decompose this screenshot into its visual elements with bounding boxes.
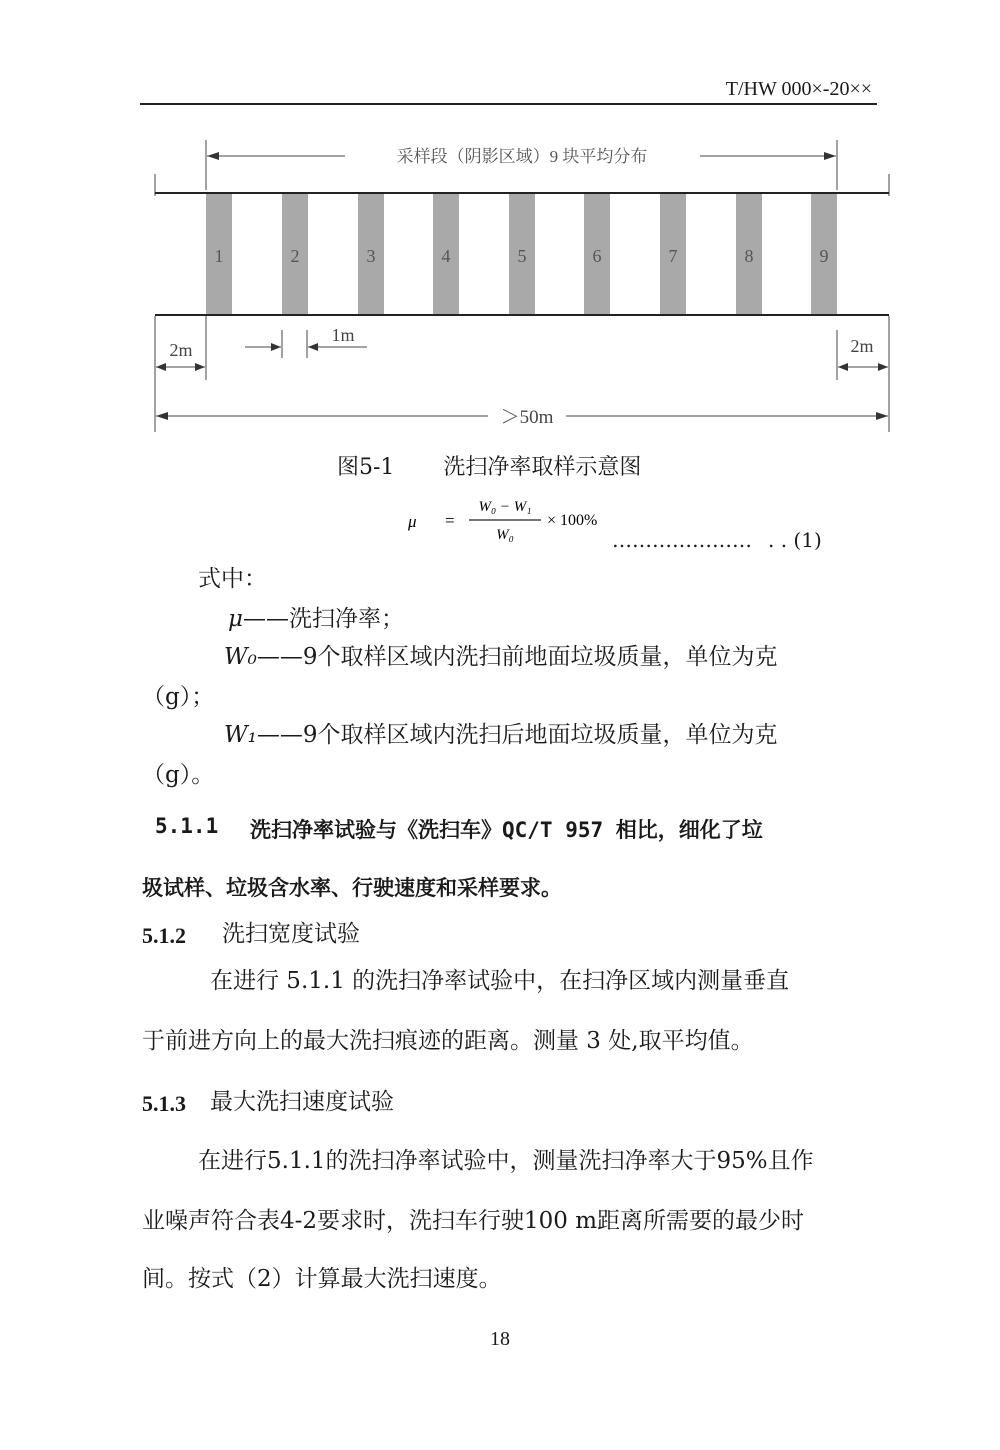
formula-graphic: [405, 495, 615, 547]
top-label: 采样段（阴影区域）9 块平均分布: [396, 147, 648, 166]
section-5-1-1-line1: 洗扫净率试验与《洗扫车》QC/T 957 相比，细化了垃: [250, 818, 763, 842]
dim-2m-left-arrow-a: [156, 363, 166, 371]
def-w0-unit: （g）；: [142, 684, 215, 710]
total-arrow-left: [156, 412, 168, 420]
sampling-block-label: 1: [214, 246, 224, 266]
where-label: 式中：: [198, 566, 267, 592]
dim-1m-label: 1m: [331, 325, 355, 345]
section-5-1-2-para-line2: 于前进方向上的最大洗扫痕迹的距离。测量 3 处,取平均值。: [142, 1028, 754, 1054]
top-arrow-left: [207, 152, 219, 160]
section-5-1-2-para-line1: 在进行 5.1.1 的洗扫净率试验中，在扫净区域内测量垂直: [210, 968, 790, 994]
total-arrow-right: [876, 412, 888, 420]
sampling-block-label: 3: [366, 246, 376, 266]
sampling-blocks: [206, 194, 837, 314]
formula-1: [405, 495, 615, 551]
formula-mu: μ: [408, 512, 417, 531]
sampling-block-label: 7: [668, 246, 678, 266]
def-w0: [224, 644, 778, 672]
top-arrow-right: [824, 152, 836, 160]
sampling-block-label: 8: [744, 246, 754, 266]
section-5-1-2-number: 5.1.2: [142, 923, 186, 948]
formula-dots: …………………: [612, 528, 752, 552]
symbol-w1: W₁: [224, 722, 257, 748]
section-5-1-3-para-line1: 在进行5.1.1的洗扫净率试验中，测量洗扫净率大于95%且作: [198, 1148, 814, 1174]
gap-arrow-a: [271, 343, 281, 351]
section-5-1-3-title: 最大洗扫速度试验: [210, 1089, 394, 1115]
sampling-block-label: 4: [441, 246, 451, 266]
def-w1-text: ——9个取样区域内洗扫后地面垃圾质量，单位为克: [256, 722, 778, 748]
section-5-1-1-line2: 圾试样、垃圾含水率、行驶速度和采样要求。: [142, 876, 562, 900]
def-w1-unit: （g）。: [142, 762, 215, 788]
section-5-1-3-number: 5.1.3: [142, 1091, 186, 1116]
figure-caption: 图5-1 洗扫净率取样示意图: [337, 455, 642, 480]
sampling-block-label: 2: [290, 246, 300, 266]
def-w1: [224, 722, 778, 750]
section-5-1-3-para-line2: 业噪声符合表4-2要求时，洗扫车行驶100 m距离所需要的最少时: [142, 1208, 805, 1234]
symbol-mu: μ: [228, 606, 243, 632]
def-w0-text: ——9个取样区域内洗扫前地面垃圾质量，单位为克: [256, 644, 778, 670]
dim-2m-right-arrow-a: [838, 363, 848, 371]
dim-total-label: ＞50m: [500, 407, 554, 428]
dim-2m-left-label: 2m: [169, 340, 193, 360]
sampling-diagram: [0, 0, 1000, 445]
gap-arrow-b: [308, 343, 318, 351]
dim-2m-right-arrow-b: [878, 363, 888, 371]
section-5-1-2-title: 洗扫宽度试验: [222, 921, 360, 947]
dim-2m-left-arrow-b: [195, 363, 205, 371]
page-number: 18: [490, 1328, 510, 1350]
formula-equals: =: [445, 511, 455, 530]
sampling-block-label: 6: [592, 246, 602, 266]
symbol-w0: W₀: [224, 644, 257, 670]
document-code: T/HW 000×-20××: [725, 78, 872, 100]
formula-times: × 100%: [547, 512, 598, 529]
formula-denominator: W₀: [496, 527, 514, 543]
def-mu-text: ——洗扫净率；: [242, 606, 404, 632]
formula-numerator: W₀ − W₁: [478, 499, 532, 515]
def-mu: [228, 606, 404, 634]
sampling-block-label: 9: [819, 246, 829, 266]
sampling-block-label: 5: [517, 246, 527, 266]
dim-2m-right-label: 2m: [850, 336, 874, 356]
section-5-1-3-para-line3: 间。按式（2）计算最大洗扫速度。: [142, 1266, 502, 1292]
section-5-1-1-number: 5.1.1: [155, 814, 219, 838]
formula-number: . . (1): [768, 528, 822, 552]
